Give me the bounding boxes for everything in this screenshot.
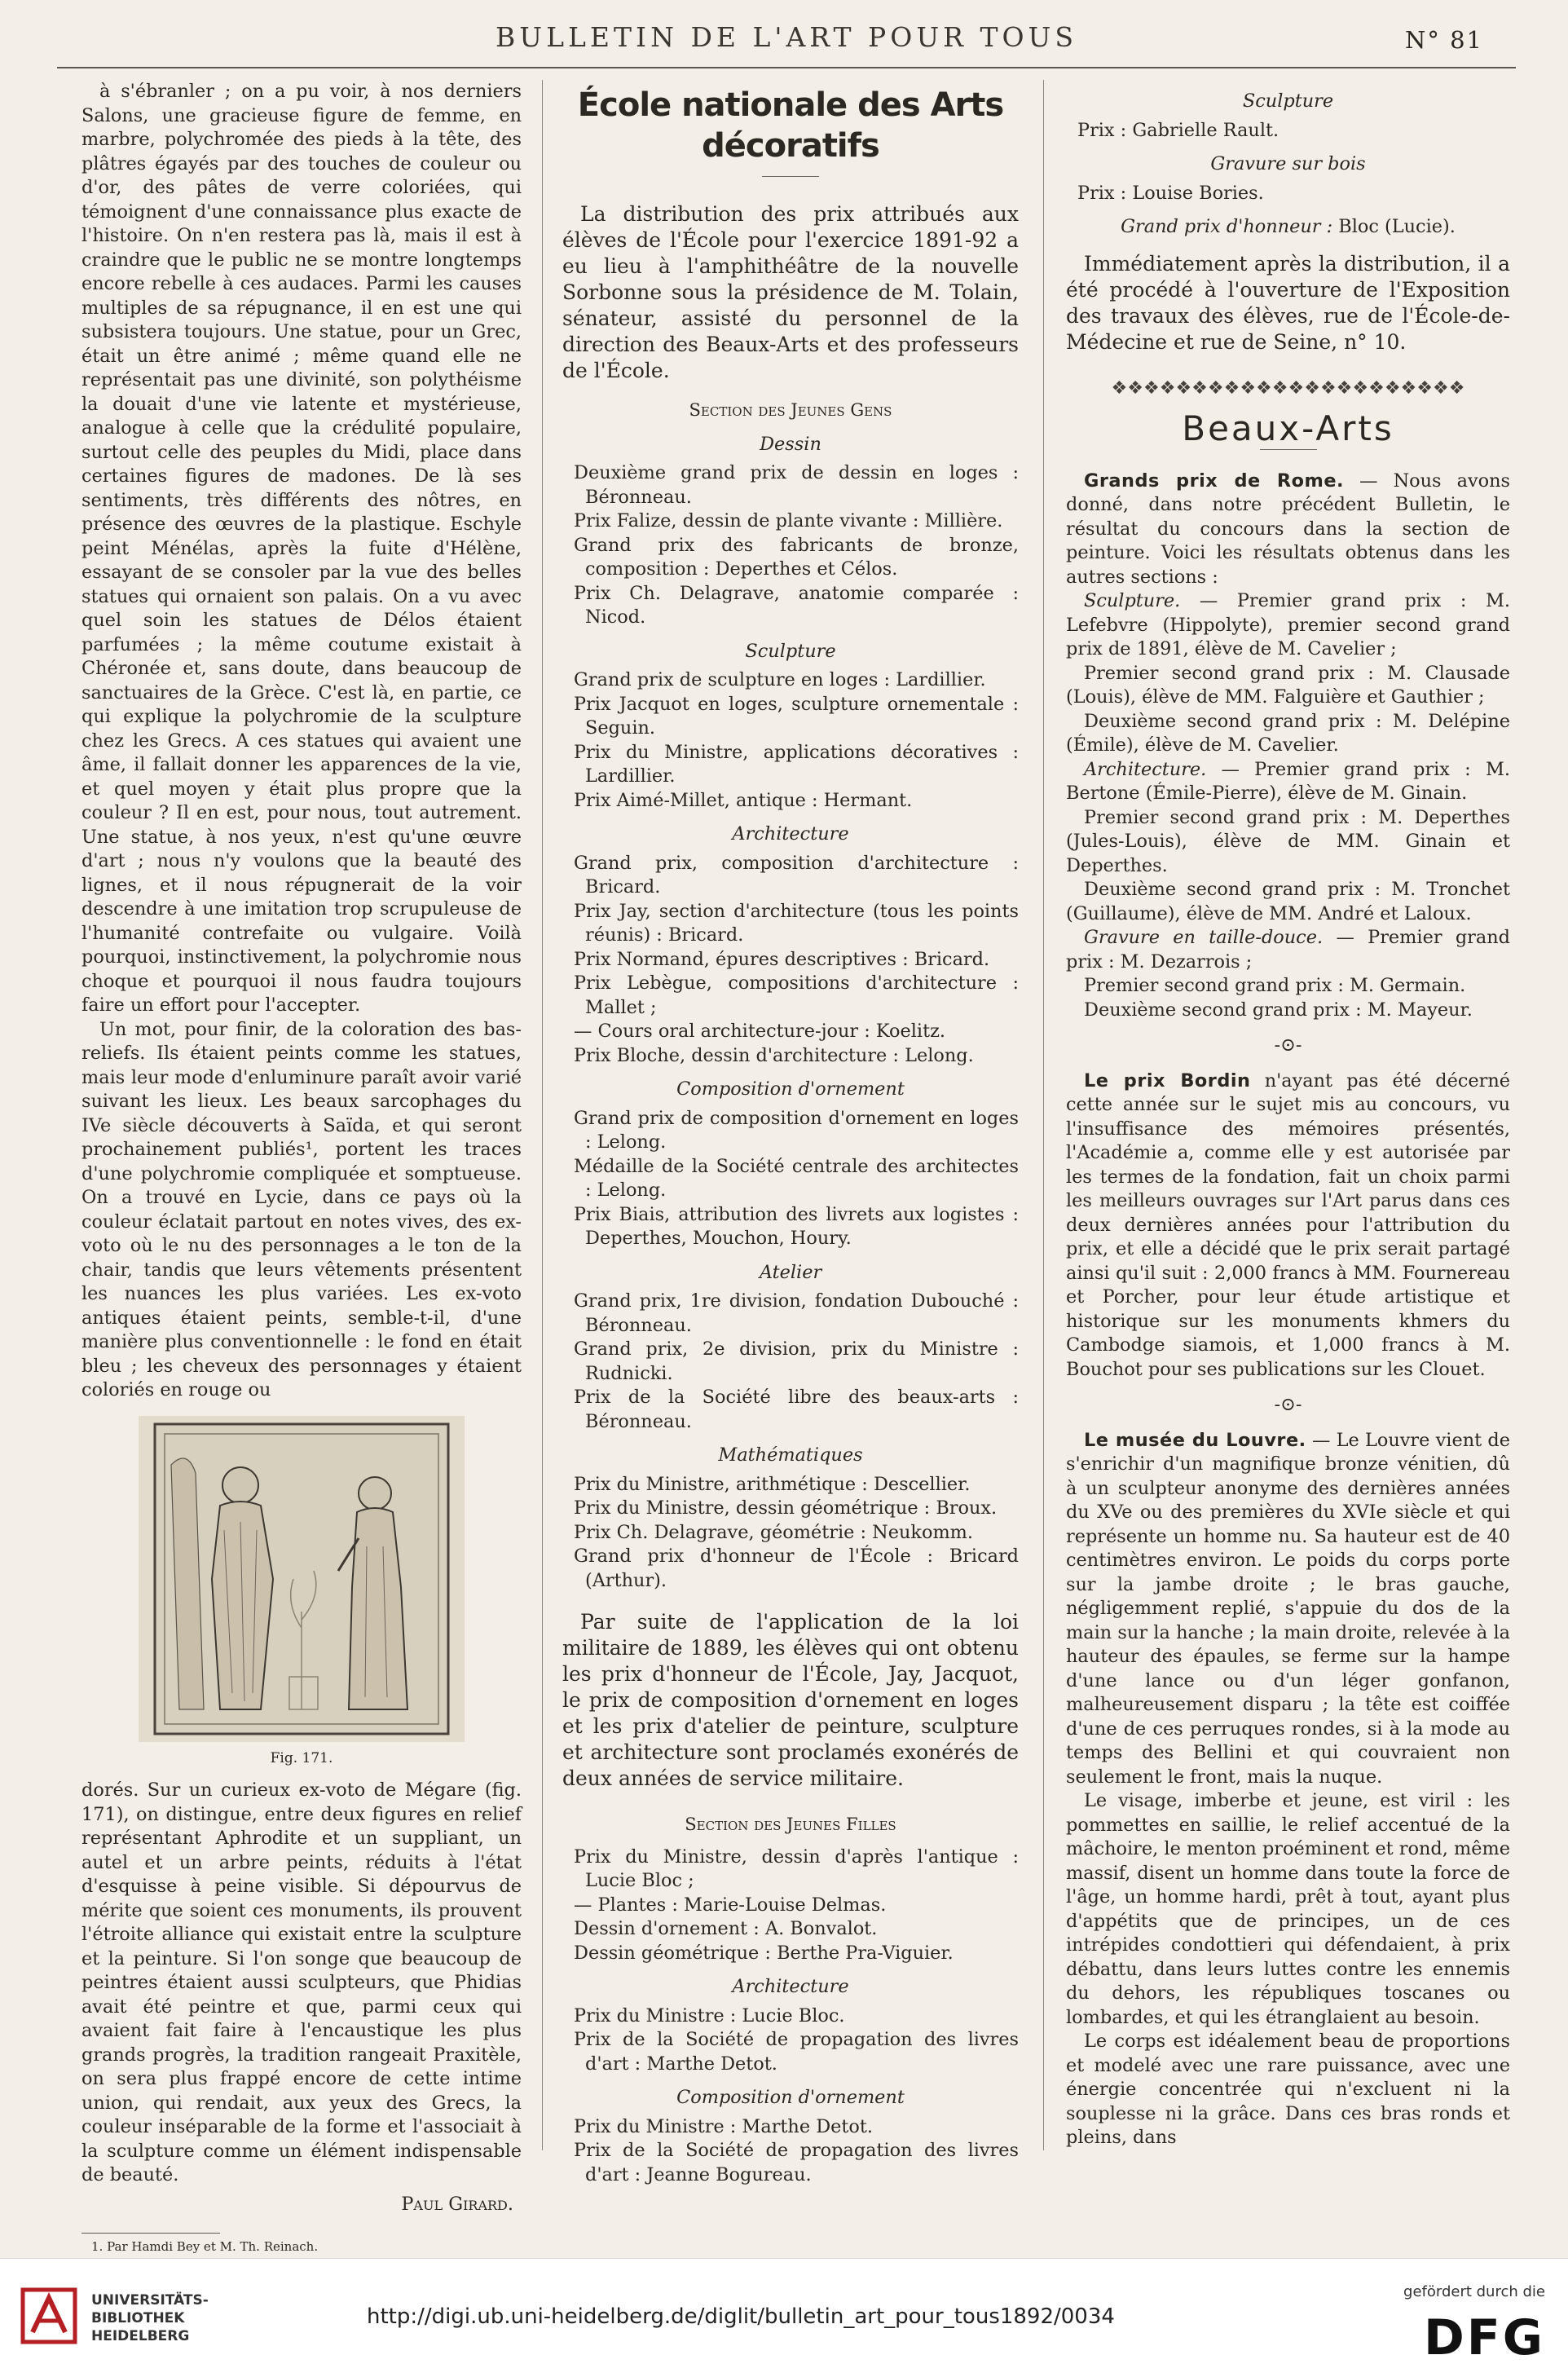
rome-result-text: Premier second grand prix : M. Germain. <box>1084 975 1466 996</box>
rome-result <box>1066 806 1510 879</box>
prize-entry: Prix Ch. Delagrave, géométrie : Neukomm. <box>574 1521 974 1543</box>
louvre-text: — Le Louvre vient de s'enrichir d'un magnifique bronze vénitien, dû à un sculpteur anonyme des dernières années du XVe ou des premières du XVIe siècle et qui représente un homme nu. Sa hauteur est de 40 centimètres environ. Le poids du corps porte sur la jambe droite ; le bras gauche, négligemment replié, s'appuie du dos de la main sur la hanche ; la main droite, relevée à la hauteur des épaules, se ferme sur la hampe d'une lance ou d'un léger gonfanon, malheureusement disparu ; la tête est coiffée d'une de ces perruques rondes, si à la mode au temps des Bellini et qui couvraient non seulement le front, mais la nuque. <box>1066 1429 1510 1788</box>
section-title-boys: Section des Jeunes Gens <box>689 400 892 420</box>
column-left <box>81 80 522 2254</box>
rome-lead: Grands prix de Rome. <box>1084 470 1345 492</box>
prize-entry: Prix : Louise Bories. <box>1077 182 1264 204</box>
document-url-link[interactable]: http://digi.ub.uni-heidelberg.de/diglit/bulletin_art_pour_tous1892/0034 <box>367 2304 1115 2329</box>
rome-result <box>1066 758 1510 806</box>
article-title: École nationale des Arts décoratifs <box>577 86 1004 165</box>
prize-category-heading: Composition d'ornement <box>676 1078 905 1100</box>
prize-category-heading: Mathématiques <box>718 1444 863 1466</box>
university-library-logo-icon <box>16 2283 81 2348</box>
louvre-lead: Le musée du Louvre. <box>1084 1429 1306 1451</box>
rome-category-label: Gravure en taille-douce. <box>1084 927 1324 948</box>
rome-paragraph <box>1066 470 1510 590</box>
rome-result <box>1066 878 1510 926</box>
prize-entry: Grand prix, 1re division, fondation Dubouché : Béronneau. <box>574 1290 1019 1336</box>
prize-entry: Prix du Ministre : Lucie Bloc. <box>574 2004 845 2026</box>
bordin-paragraph <box>1066 1069 1510 1383</box>
prize-entry: Grand prix, 2e division, prix du Ministre : Rudnicki. <box>574 1338 1019 1384</box>
section-title-girls: Section des Jeunes Filles <box>685 1815 896 1834</box>
rome-result-text: Deuxième second grand prix : M. Mayeur. <box>1084 999 1473 1021</box>
column-divider <box>1043 80 1044 2150</box>
footnote-rule <box>81 2233 220 2234</box>
author-signature: Paul Girard. <box>401 2193 513 2215</box>
prize-entry: Prix Ch. Delagrave, anatomie comparée : Nicod. <box>574 582 1019 628</box>
prize-entry: Prix du Ministre, dessin d'après l'antique : Lucie Bloc ; <box>574 1846 1019 1891</box>
prize-entry: — Cours oral architecture-jour : Koelitz. <box>574 1021 945 1042</box>
footnote: 1. Par Hamdi Bey et M. Th. Reinach. <box>91 2239 319 2254</box>
bordin-lead: Le prix Bordin <box>1084 1069 1251 1091</box>
prize-entry: Prix Lebègue, compositions d'architecture : Mallet ; <box>574 972 1019 1018</box>
prize-entry: Prix : Gabrielle Rault. <box>1077 119 1280 141</box>
prize-entry: Prix du Ministre : Marthe Detot. <box>574 2115 873 2137</box>
rome-result <box>1066 974 1510 999</box>
prize-entry: Grand prix d'honneur de l'École : Bricard (Arthur). <box>574 1546 1019 1591</box>
prize-entry: Prix Biais, attribution des livrets aux logistes : Deperthes, Mouchon, Houry. <box>574 1203 1019 1249</box>
prize-entry: Prix Jacquot en loges, sculpture ornementale : Seguin. <box>574 693 1019 739</box>
dfg-logo: DFG <box>1423 2309 1545 2366</box>
prize-entry: Deuxième grand prix de dessin en loges : Béronneau. <box>574 462 1019 508</box>
prize-category-heading: Sculpture <box>745 640 836 662</box>
paragraph: dorés. Sur un curieux ex-voto de Mégare (fig. 171), on distingue, entre deux figures en relief représentant Aphrodite et un suppliant, un autel et un arbre peints, réduits à l'état d'esquisse à peine visible. Si dépourvus de mérite que soient ces monuments, ils prouvent l'étroite alliance qui existait entre la sculpture et la peinture. Si l'on songe que beaucoup de peintres étaient aussi sculpteurs, que Phidias avait été peintre et que, parmi ceux qui avaient fait faire à l'encaustique les plus grands progrès, la tradition rangeait Praxitèle, on sera plus frappé encore de cette intime union, qui rendait, aux yeux des Grecs, la couleur inséparable de la forme et l'associait à la sculpture comme un élément indispensable de beauté. <box>81 1779 522 2185</box>
rome-result <box>1066 662 1510 710</box>
prize-entry: Prix Falize, dessin de plante vivante : Millière. <box>574 510 1003 531</box>
separator: -⊙- <box>1274 1034 1302 1056</box>
prize-entry: Prix du Ministre, dessin géométrique : Broux. <box>574 1497 998 1519</box>
figure-171-relief <box>139 1416 465 1742</box>
rome-result-text: Deuxième second grand prix : M. Tronchet (Guillaume), élève de MM. André et Laloux. <box>1066 879 1510 924</box>
prize-entry: Prix Jay, section d'architecture (tous les points réunis) : Bricard. <box>574 900 1019 946</box>
prize-list-girls <box>562 1846 1019 2188</box>
prize-entry: Prix Aimé-Millet, antique : Hermant. <box>574 789 913 811</box>
title-rule <box>1260 449 1317 450</box>
figure-caption: Fig. 171. <box>270 1749 333 1766</box>
prize-list-boys <box>562 433 1019 1594</box>
prize-category-heading: Gravure sur bois <box>1210 153 1366 174</box>
prize-category-heading: Dessin <box>760 433 821 455</box>
grand-honneur-name: Bloc (Lucie). <box>1338 216 1456 237</box>
running-head <box>57 18 1516 68</box>
paragraph: Le visage, imberbe et jeune, est viril : les pommettes en saillie, le relief accentué de la mâchoire, le menton proéminent et rond, même massif, disent un homme dans toute la force de l'âge, un homme hardi, prêt à tout, ayant plus d'appétits que de principes, un de ces intrépides condottieri qui défendaient, à prix débattu, dans leurs luttes contre les ennemis du dehors, les républiques toscanes ou lombardes, et qui les étranglaient au besoin. <box>1066 1790 1510 2028</box>
running-title: BULLETIN DE L'ART POUR TOUS <box>496 21 1077 53</box>
prize-entry: Grand prix de sculpture en loges : Lardillier. <box>574 669 986 690</box>
library-footer <box>0 2258 1568 2377</box>
military-note: Par suite de l'application de la loi militaire de 1889, les élèves qui ont obtenu les prix d'honneur de l'École, Jay, Jacquot, le prix de composition d'ornement en loges et les prix d'atelier de peinture, sculpture et architecture sont proclamés exonérés de deux années de service militaire. <box>562 1610 1019 1790</box>
prize-entry: Grand prix des fabricants de bronze, composition : Deperthes et Célos. <box>574 534 1019 580</box>
grand-honneur-label: Grand prix d'honneur : <box>1121 216 1333 237</box>
bordin-text: n'ayant pas été décerné cette année sur le sujet mis au concours, vu l'insuffisance des mémoires présentés, l'Académie a, comme elle y est autorisée par les termes de la fondation, fait un choix parmi les meilleurs ouvrages sur l'Art parus dans ces deux dernières années pour l'attribution du prix, et elle a décidé que le prix serait partagé ainsi qu'il suit : 2,000 francs à MM. Fournereau et Porcher, pour leur étude artistique et historique sur les monuments khmers du Cambodge siamois, et 1,000 francs à M. Bouchot pour ses publications sur les Clouet. <box>1066 1069 1510 1380</box>
rome-category-label: Sculpture. <box>1084 590 1181 611</box>
prize-category-heading: Architecture <box>732 1976 849 1997</box>
prize-category-heading: Architecture <box>732 823 849 845</box>
separator: -⊙- <box>1274 1394 1302 1415</box>
prize-entry: Prix de la Société de propagation des livres d'art : Jeanne Bogureau. <box>574 2140 1019 2185</box>
exposition-note: Immédiatement après la distribution, il a été procédé à l'ouverture de l'Exposition des travaux des élèves, rue de l'École-de-Médecine et rue de Seine, n° 10. <box>1066 251 1510 354</box>
column-right <box>1066 80 1510 2150</box>
prize-entry: Grand prix de composition d'ornement en loges : Lelong. <box>574 1107 1019 1153</box>
rome-category-label: Architecture. <box>1084 758 1207 780</box>
prize-entry: Prix de la Société libre des beaux-arts : Béronneau. <box>574 1387 1019 1432</box>
prize-entry: Dessin d'ornement : A. Bonvalot. <box>574 1918 878 1939</box>
paragraph: Un mot, pour finir, de la coloration des bas-reliefs. Ils étaient peints comme les statues, mais leur mode d'enluminure paraît avoir varié suivant les lieux. Les beaux sarcophages du IVe siècle découverts à Saïda, et qui seront prochainement publiés¹, portent les traces d'une polychromie compliquée et somptueuse. On a trouvé en Lycie, dans ce pays où la couleur éclatait partout en notes vives, des ex-voto où le nu des personnages a le ton de la chair, tandis que leurs vêtements présentent les nuances les plus variées. Les ex-voto antiques étaient peints, semble-t-il, d'une manière plus conventionnelle : le fond en était bleu ; les cheveux des personnages y étaient coloriés en rouge ou <box>81 1018 522 1400</box>
rome-result-text: Deuxième second grand prix : M. Delépine (Émile), élève de M. Cavelier. <box>1066 710 1510 756</box>
column-middle <box>562 80 1019 2185</box>
prize-category-heading: Sculpture <box>1242 90 1334 112</box>
paragraph: à s'ébranler ; on a pu voir, à nos derniers Salons, une gracieuse figure de femme, en marbre, polychromée des pieds à la tête, des plâtres égayés par des touches de couleur ou d'or, des pâtes de verre coloriées, qui témoignent d'une connaissance plus exacte de l'histoire. On n'en restera pas là, mais il est à craindre que le public ne se montre longtemps encore rebelle à ces audaces. Parmi les causes multiples de sa répugnance, il en est une qui subsistera toujours. Une statue, pour un Grec, était un être animé ; même quand elle ne représentait pas une divinité, son polythéisme la douait d'une vie latente et mystérieuse, analogue à celle que la crédulité populaire, surtout celle des peuples du Midi, place dans certaines figures de madones. De là ses sentiments, très différents des nôtres, en présence des œuvres de la plastique. Eschyle peint Ménélas, après la fuite d'Hélène, essayant de se consoler par la vue des belles statues qui ornaient son palais. On a vu avec quel soin les statues de Délos étaient parfumées ; la même coutume existait à Chéronée et, sans doute, dans beaucoup de sanctuaires de la Grèce. C'est là, en partie, ce qui explique la polychromie de la sculpture chez les Grecs. A ces statues qui avaient une âme, il fallait donner les apparences de la vie, et quel moyen y était plus propre que la couleur ? Il en est, pour nous, tout autrement. Une statue, à nos yeux, n'est qu'une œuvre d'art ; nous n'y voulons que la beauté des lignes, et il nous répugnerait de la voir descendre à une imitation trop scrupuleuse de l'humanité contrefaite ou vulgaire. Voilà pourquoi, instinctivement, la polychromie nous choque et pourquoi il nous faudra toujours faire un effort pour l'accepter. <box>81 81 522 1016</box>
title-rule <box>762 176 819 177</box>
prize-entry: Prix Bloche, dessin d'architecture : Lelong. <box>574 1044 974 1066</box>
prize-entry: Prix Normand, épures descriptives : Bricard. <box>574 948 990 970</box>
rome-results <box>1066 589 1510 1022</box>
prize-entry: Dessin géométrique : Berthe Pra-Viguier. <box>574 1942 954 1964</box>
louvre-paragraph <box>1066 1429 1510 1790</box>
prize-category-heading: Composition d'ornement <box>676 2087 905 2108</box>
prize-entry: Prix de la Société de propagation des livres d'art : Marthe Detot. <box>574 2029 1019 2075</box>
rome-result-text: — Premier grand prix : M. Dezarrois ; <box>1066 927 1510 972</box>
rome-result-text: — Premier grand prix : M. Bertone (Émile-Pierre), élève de M. Ginain. <box>1066 758 1510 804</box>
prize-list-girls-continued <box>1066 90 1510 205</box>
library-name: UNIVERSITÄTS- BIBLIOTHEK HEIDELBERG <box>91 2292 209 2344</box>
section-title-beaux-arts: Beaux-Arts <box>1182 408 1394 448</box>
prize-entry: Prix du Ministre, arithmétique : Descellier. <box>574 1473 971 1495</box>
prize-entry: Prix du Ministre, applications décoratives : Lardillier. <box>574 741 1019 787</box>
prize-entry: — Plantes : Marie-Louise Delmas. <box>574 1894 887 1916</box>
rome-result <box>1066 710 1510 758</box>
page-number: N° 81 <box>1405 26 1483 54</box>
prize-category-heading: Atelier <box>759 1261 822 1283</box>
intro-paragraph: La distribution des prix attribués aux élèves de l'École pour l'exercice 1891-92 a eu lieu à l'amphithéâtre de la nouvelle Sorbonne sous la présidence de M. Tolain, sénateur, assisté du personnel de la direction des Beaux-Arts et des professeurs de l'École. <box>562 202 1019 382</box>
prize-entry: Grand prix, composition d'architecture : Bricard. <box>574 852 1019 897</box>
ornament-band: ❖❖❖❖❖❖❖❖❖❖❖❖❖❖❖❖❖❖❖❖❖❖ <box>1111 377 1465 399</box>
rome-result-text: Premier second grand prix : M. Clausade (Louis), élève de MM. Falguière et Gauthier ; <box>1066 662 1510 708</box>
rome-result <box>1066 926 1510 974</box>
funded-by-label: gefördert durch die <box>1403 2283 1545 2300</box>
grand-honneur <box>1066 215 1510 240</box>
rome-result-text: Premier second grand prix : M. Deperthes (Jules-Louis), élève de MM. Ginain et Deperthes. <box>1066 806 1510 876</box>
rome-result <box>1066 589 1510 662</box>
column-divider <box>542 80 543 2150</box>
rome-intro: — Nous avons donné, dans notre précédent Bulletin, le résultat du concours dans la section de peinture. Voici les résultats obtenus dans les autres sections : <box>1066 470 1510 588</box>
rome-result-text: — Premier grand prix : M. Lefebvre (Hippolyte), premier second grand prix de 1891, élève de M. Cavelier ; <box>1066 590 1510 659</box>
rome-result <box>1066 999 1510 1023</box>
relief-illustration <box>139 1416 465 1742</box>
prize-entry: Médaille de la Société centrale des architectes : Lelong. <box>574 1155 1019 1201</box>
paragraph: Le corps est idéalement beau de proportions et modelé avec une rare puissance, avec une énergie concentrée qui n'excluent ni la souplesse ni la grâce. Dans ces bras ronds et pleins, dans <box>1066 2031 1510 2148</box>
